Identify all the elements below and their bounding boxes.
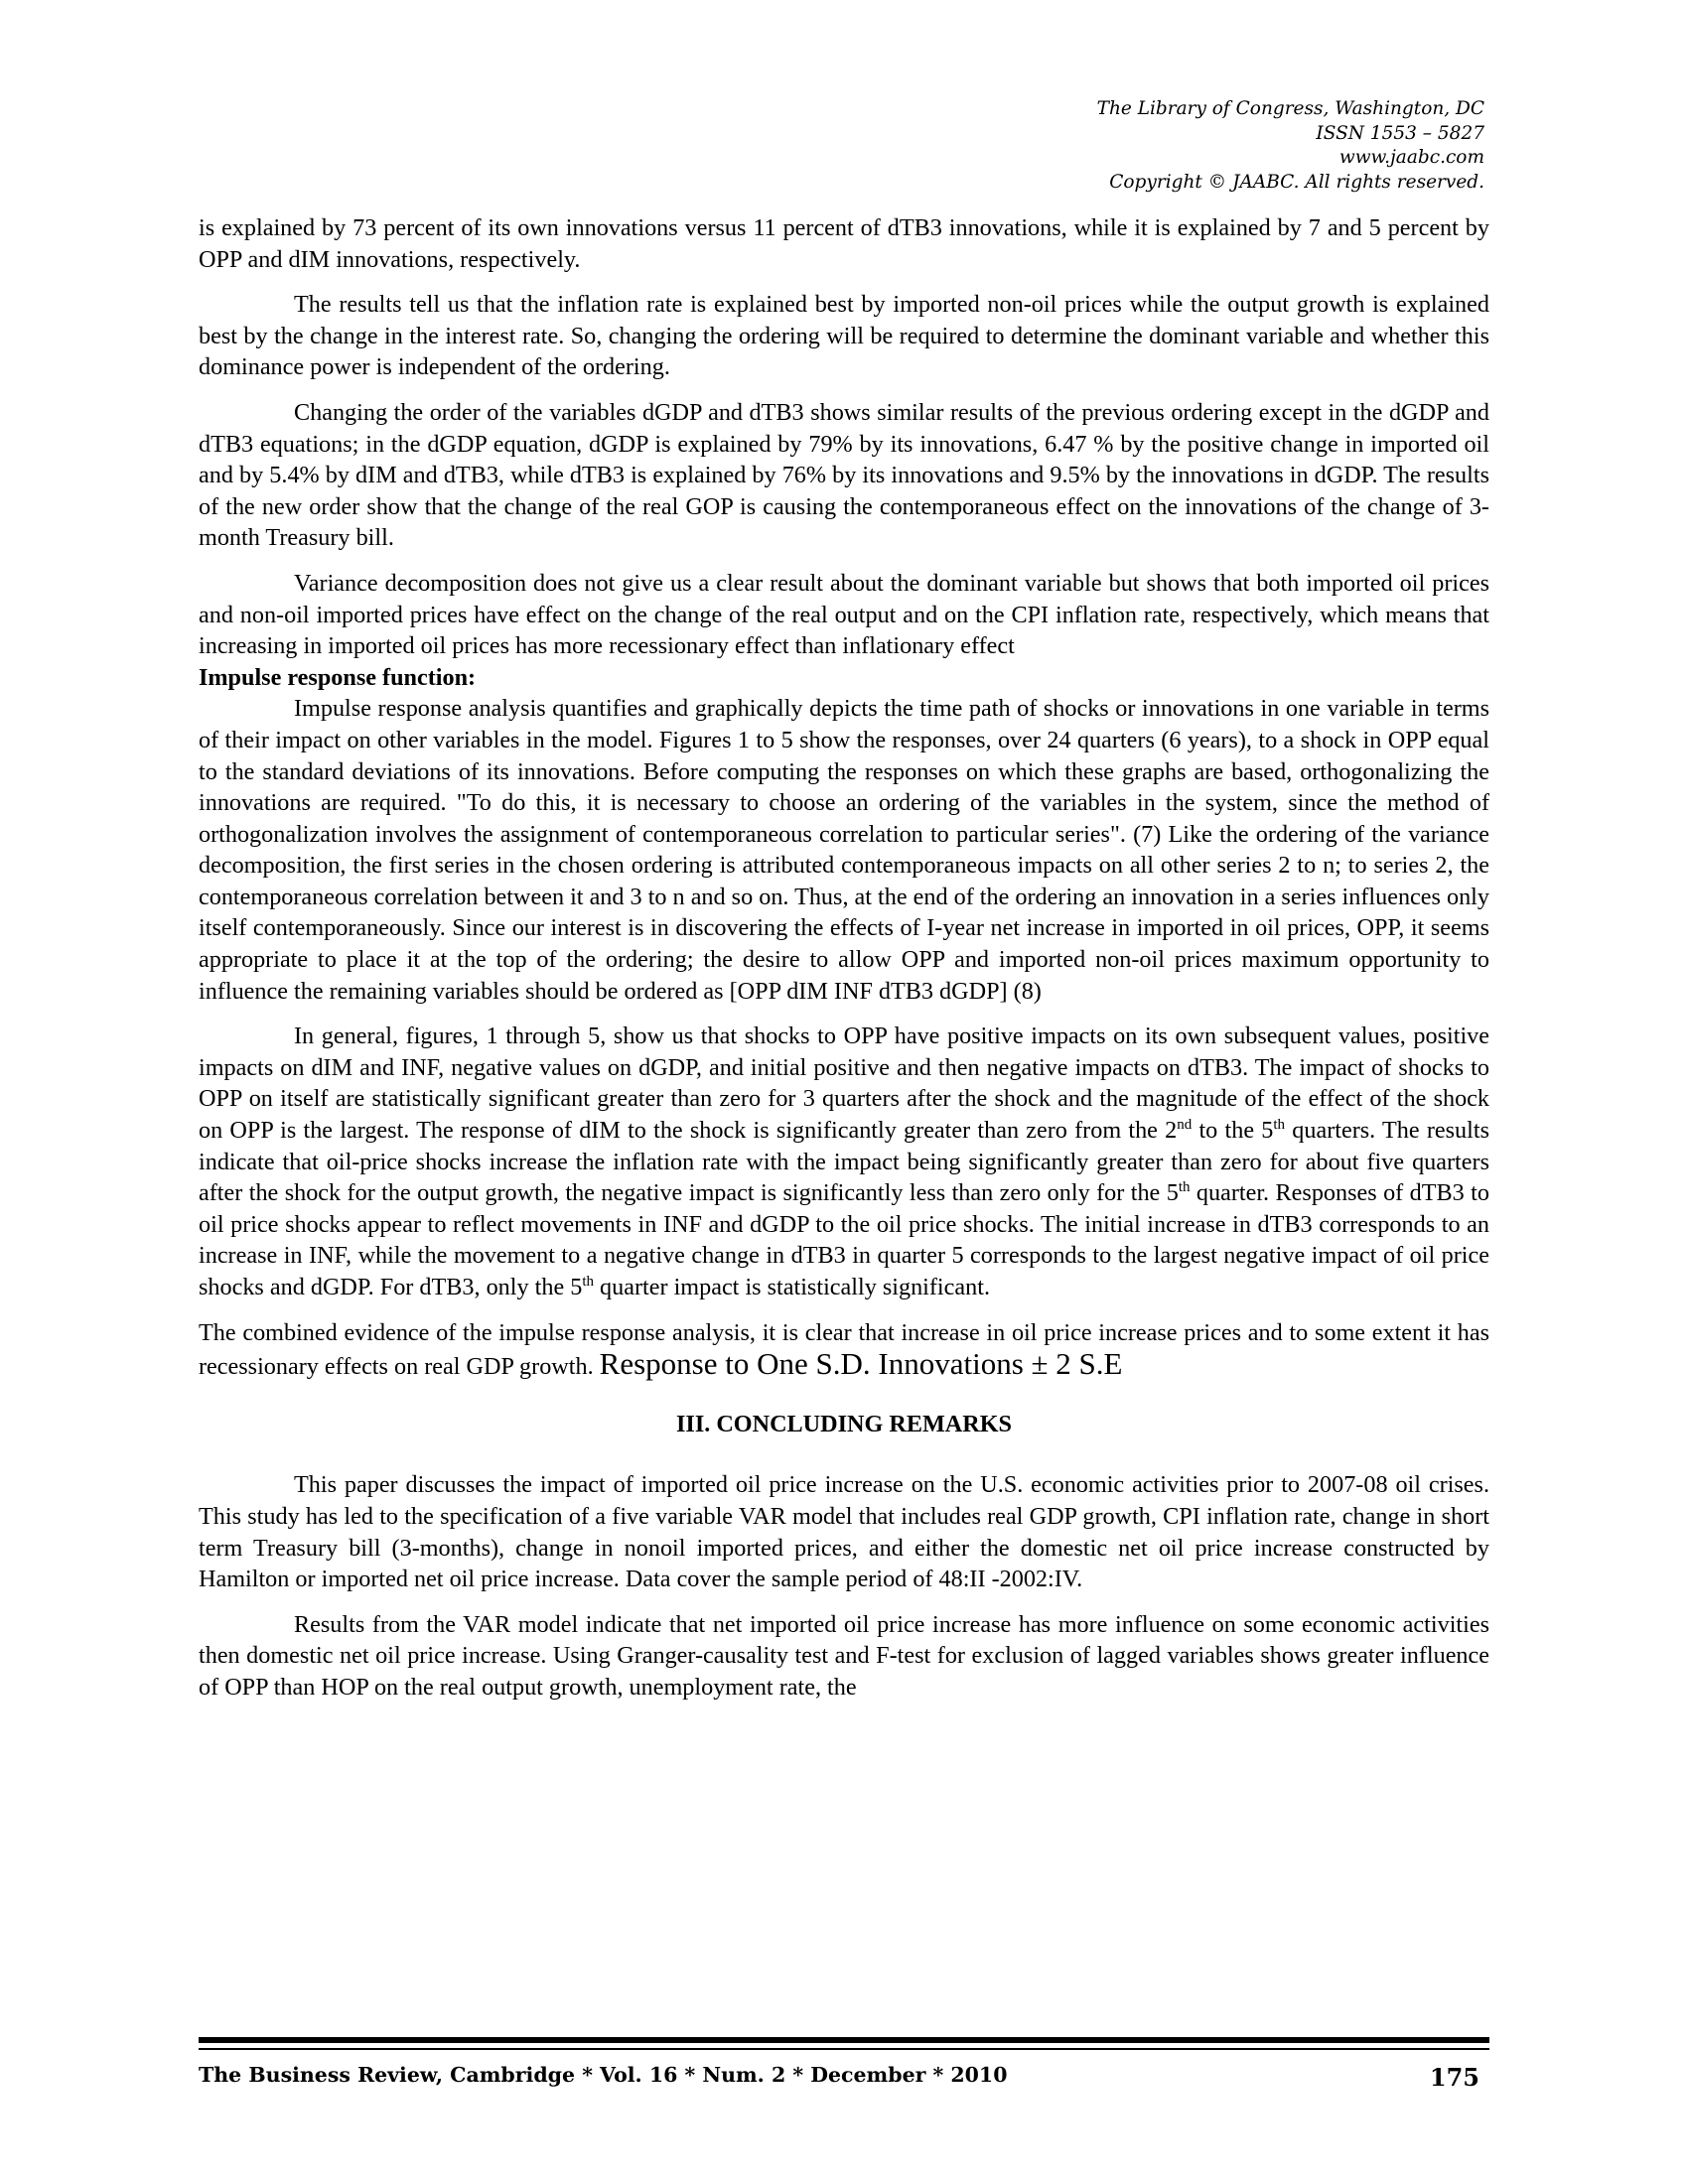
figure-caption-response: Response to One S.D. Innovations ± 2 S.E xyxy=(599,1346,1123,1382)
paragraph-results: The results tell us that the inflation rate is explained best by imported non-oil prices while the output growth is explained best by the change in the interest rate. So, changing the ordering will be required to determine the dominant variable and whether this dominance power is independent of the ordering. xyxy=(199,291,1489,381)
journal-masthead xyxy=(789,97,1484,195)
ordinal-suffix: th xyxy=(1178,1179,1191,1196)
paragraph-variance-decomposition: Variance decomposition does not give us a clear result about the dominant variable but shows that both imported oil prices and non-oil imported prices have effect on the change of the real output and on the CPI inflation rate, respectively, which means that increasing in imported oil prices has more recessionary effect than inflationary effect xyxy=(199,569,1489,660)
paragraph-ordering: Changing the order of the variables dGDP and dTB3 shows similar results of the previous ordering except in the dGDP and dTB3 equations; in the dGDP equation, dGDP is explained by 79% by its innovations, 6.47 % by the positive change in imported oil and by 5.4% by dIM and dTB3, while dTB3 is explained by 76% by its innovations and 9.5% by the innovations in dGDP. The results of the new order show that the change of the real GOP is causing the contemporaneous effect on the innovations of the change of 3-month Treasury bill. xyxy=(199,398,1489,552)
paragraph-general-figures xyxy=(199,1021,1489,1302)
text-run: quarters. The results indicate that oil-price shocks increase the inflation rate with the impact being significantly greater than zero for about five quarters after the shock for the output growth, the negative impact is significantly less than zero only for the 5 xyxy=(199,1117,1489,1207)
section-heading-impulse-response: Impulse response function: xyxy=(199,663,477,691)
masthead-website: www.jaabc.com xyxy=(1338,147,1484,168)
paragraph-conclusion-summary: This paper discusses the impact of imported oil price increase on the U.S. economic activities prior to 2007-08 oil crises. This study has led to the specification of a five variable VAR model that includes real GDP growth, CPI inflation rate, change in short term Treasury bill (3-months), change in nonoil imported prices, and either the domestic net oil price increase constructed by Hamilton or imported net oil price increase. Data cover the sample period of 48:II -2002:IV. xyxy=(199,1471,1489,1593)
footer-rule-thick xyxy=(199,2037,1489,2043)
paragraph-combined-evidence xyxy=(199,1317,1489,1383)
masthead-issn: ISSN 1553 – 5827 xyxy=(1316,122,1484,144)
ordinal-suffix: th xyxy=(1273,1116,1286,1133)
paragraph-impulse-response: Impulse response analysis quantifies and graphically depicts the time path of shocks or innovations in one variable in terms of their impact on other variables in the model. Figures 1 to 5 show the responses, over 24 quarters (6 years), to a shock in OPP equal to the standard deviations of its innovations. Before computing the responses on which these graphs are based, orthogonalizing the innovations are required. "To do this, it is necessary to choose an ordering of the variables in the system, since the method of orthogonalization involves the assignment of contemporaneous correlation to particular series". (7) Like the ordering of the variance decomposition, the first series in the chosen ordering is attributed contemporaneous impacts on all other series 2 to n; to series 2, the contemporaneous correlation between it and 3 to n and so on. Thus, at the end of the ordering an innovation in a series influences only itself contemporaneously. Since our interest is in discovering the effects of I-year net increase in imported in oil prices, OPP, it seems appropriate to place it at the top of the ordering; the desire to allow OPP and imported non-oil prices maximum opportunity to influence the remaining variables should be ordered as [OPP dIM INF dTB3 dGDP] (8) xyxy=(199,695,1489,1005)
paragraph-continued: is explained by 73 percent of its own innovations versus 11 percent of dTB3 innovations, while it is explained by 7 and 5 percent by OPP and dIM innovations, respectively. xyxy=(199,214,1489,273)
article-body xyxy=(199,212,1489,1717)
text-run: In general, figures, 1 through 5, show us that shocks to OPP have positive impacts on its own subsequent values, positive impacts on dIM and INF, negative values on dGDP, and initial positive and then negative impacts on dTB3. The impact of shocks to OPP on itself are statistically significant greater than zero for 3 quarters after the shock and the magnitude of the effect of the shock on OPP is the largest. The response of dIM to the shock is significantly greater than zero from the 2 xyxy=(199,1023,1489,1145)
footer-rule-thin xyxy=(199,2048,1489,2050)
page-footer xyxy=(199,2063,1479,2092)
masthead-copyright: Copyright © JAABC. All rights reserved. xyxy=(1109,171,1484,193)
paragraph-var-results: Results from the VAR model indicate that net imported oil price increase has more influence on some economic activities then domestic net oil price increase. Using Granger-causality test and F-test for exclusion of lagged variables shows greater influence of OPP than HOP on the real output growth, unemployment rate, the xyxy=(199,1610,1489,1701)
text-run: The combined evidence of the impulse response analysis, it is clear that increase in oil price increase prices and to some extent it has recessionary effects on real GDP growth. xyxy=(199,1318,1489,1381)
text-run: quarter. Responses of dTB3 to oil price shocks appear to reflect movements in INF and dGDP to the oil price shocks. The initial increase in dTB3 corresponds to an increase in INF, while the movement to a negative change in dTB3 in quarter 5 corresponds to the largest negative impact of oil price shocks and dGDP. For dTB3, only the 5 xyxy=(199,1179,1489,1300)
footer-journal-info: The Business Review, Cambridge * Vol. 16 * Num. 2 * December * 2010 xyxy=(199,2063,1008,2087)
ordinal-suffix: th xyxy=(582,1273,594,1290)
ordinal-suffix: nd xyxy=(1177,1116,1193,1133)
text-run: to the 5 xyxy=(1192,1117,1274,1145)
masthead-library: The Library of Congress, Washington, DC xyxy=(1096,98,1484,119)
page-number: 175 xyxy=(1429,2063,1479,2092)
text-run: quarter impact is statistically significant. xyxy=(594,1274,990,1300)
section-heading-concluding-remarks: III. CONCLUDING REMARKS xyxy=(676,1410,1012,1437)
